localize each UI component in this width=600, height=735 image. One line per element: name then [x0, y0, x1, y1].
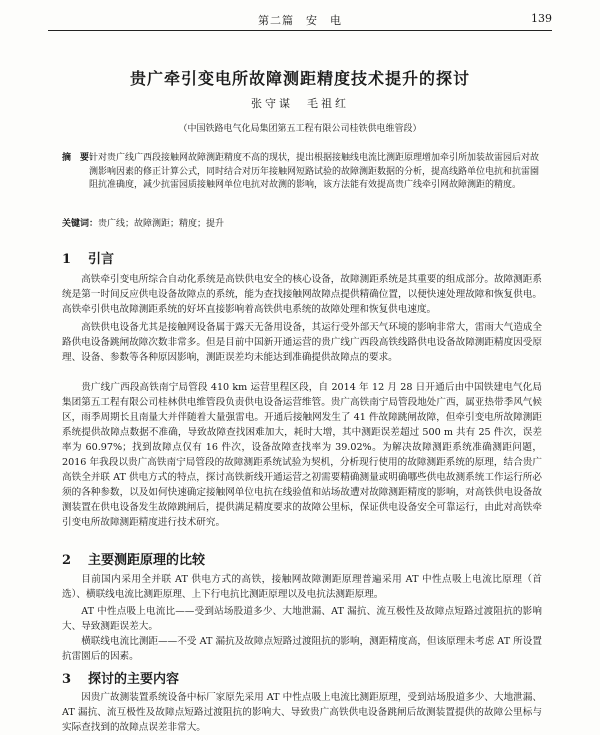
section-number: 1: [62, 252, 72, 267]
paragraph: 贵广线广西段高铁南宁局管段 410 km 运营里程区段，自 2014 年 12 月 28 日开通后由中国铁建电气化局集团第五工程有限公司桂林供电维管段负责供电设备运营维管。贵广高铁南宁局管段地处广西，属亚热带季风气候区，雨季周期长且南量大并伴随着大量强雷电。开通后接触网发生了 41 件故障跳闸故障，但牵引变电所故障测距系统提供故障点数据不准确，导致故障查找困难加大，耗时大增，其中测距误差超过 500 m 共有 25 件次，误差率为 60.97%；找到故障点仅有 16 件次，设备故障查找率为 39.02%。为解决故障测距系统准确测距问题，2016 年我段以贵广高铁南宁局管段的故障测距系统试验为契机，分析现行使用的故障测距系统的原理，结合贵广高铁全并联 AT 供电方式的特点，探讨高铁新线开通运营之初需要精确测量或明确哪些供电故测系统工作运行所必须的各种参数，以及如何快速确定接触网单位电抗在线验值和站场故遭对故障测距精度的影响，对高铁供电设备故测装置在供电设备发生故障跳闸后，提供满足精度要求的故障公里标，保证供电设备安全可靠运行，由此对高铁牵引变电所故障测距精度进行技术研究。: [62, 382, 542, 528]
section-heading: [62, 248, 114, 267]
abstract-text: 针对贵广线广西段接触网故障测距精度不高的现状，提出根据接触线电流比测距原理增加牵引所加装故雷园后对故测影响因素的修正计算公式，同时结合对历年接触网短路试验的故障测距数据的分析，提高线路单位电抗和抗雷園阻抗准确度，减少抗雷园质接触网单位电抗对故测的影响，该方法能有效提高贵广线牵引网故障测距的精度。: [89, 153, 540, 191]
section-title: 引言: [88, 252, 115, 267]
section-heading: [62, 549, 205, 568]
page-number: 139: [531, 12, 552, 25]
section-number: 2: [62, 553, 72, 568]
section-heading: [62, 668, 179, 687]
section-title: 主要测距原理的比较: [88, 553, 206, 568]
running-title: 第二篇 安 电: [258, 14, 342, 27]
abstract: [62, 152, 542, 193]
paragraph: 因贵广故测装置系统设备中标厂家原先采用 AT 中性点吸上电流比测距原理，受到站场股道多少、大地泄漏、AT 漏抗、流互极性及故障点短路过渡阻抗的影响大、导致贵广高铁供电设备跳闸后故测装置提供的故障公里标与实际查找到的故障点误差非常大。: [62, 692, 542, 733]
keywords-text: 贵广线；故障测距；精度；提升: [98, 219, 225, 229]
section-number: 3: [62, 672, 72, 687]
paragraph: AT 中性点吸上电流比——受到站场股道多少、大地泄漏、AT 漏抗、流互极性及故障点短路过渡阻抗的影响大、导致测距误差大。: [62, 606, 542, 632]
abstract-label: 摘 要：: [62, 153, 99, 163]
paragraph: 目前国内采用全并联 AT 供电方式的高铁，接触网故障测距原理普遍采用 AT 中性点吸上电流比原理（首选）、横联线电流比测距原理、上下行电抗比测距原理以及电抗法测距原理。: [62, 574, 542, 600]
affiliation: （中国铁路电气化局集团第五工程有限公司桂铁供电维管段）: [178, 124, 422, 134]
paragraph: 横联线电流比测距——不受 AT 漏抗及故障点短路过渡阻抗的影响，测距精度高，但该原理未考虑 AT 所设置抗雷園后的因素。: [62, 636, 542, 662]
paper-title: 贵广牵引变电所故障测距精度技术提升的探讨: [129, 69, 470, 88]
keywords: [62, 216, 542, 229]
authors: 张守谋 毛祖红: [251, 97, 349, 110]
paragraph: 高铁供电设备尤其是接触网设备属于露天无备用设备，其运行受外部天气环境的影响非常大，雷雨大气造成全路供电设备跳闸故障次数非常多。但是目前中国新开通运营的贵广线广西段高铁线路供电设备故障测距精度因受原理、设备、参数等各种原因影响，测距误差均未能达到准确提供故障点的要求。: [62, 322, 542, 363]
running-header: [48, 10, 552, 32]
keywords-label: 关键词：: [62, 219, 99, 229]
paragraph: 高铁牵引变电所综合自动化系统是高铁供电安全的核心设备，故障测距系统是其重要的组成部分。故障测距系统是第一时间反应供电设备故障点的系统，能为查找接触网故障点提供精确位置，以便快速处理故障和恢复供电。高铁牵引供电故障测距系统的好坏直接影响着高铁供电系统的故障处理和恢复供电速度。: [62, 274, 542, 315]
section-title: 探讨的主要内容: [88, 672, 180, 687]
header-rule: [48, 30, 552, 31]
